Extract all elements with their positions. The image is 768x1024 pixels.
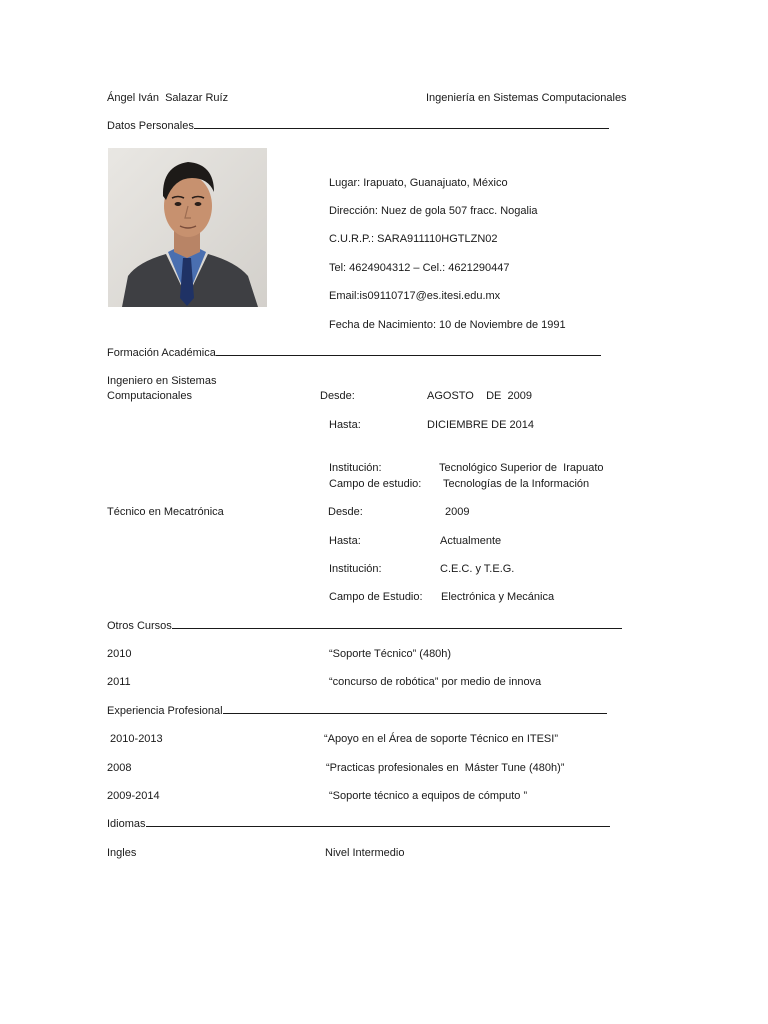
experience-year: 2009-2014 xyxy=(107,790,160,802)
course-desc: “Soporte Técnico” (480h) xyxy=(329,648,452,660)
edu-ing-inst-value: Tecnológico Superior de Irapuato xyxy=(439,462,604,474)
personal-tel: Tel: 4624904312 – Cel.: 4621290447 xyxy=(329,262,510,274)
edu-ing-hasta-label: Hasta: xyxy=(329,419,361,431)
edu-tec-inst-value: C.E.C. y T.E.G. xyxy=(440,563,515,575)
edu-tec-campo-value: Electrónica y Mecánica xyxy=(441,591,555,603)
edu-tec-title: Técnico en Mecatrónica xyxy=(107,506,224,518)
personal-lugar: Lugar: Irapuato, Guanajuato, México xyxy=(329,177,508,189)
edu-tec-desde-label: Desde: xyxy=(328,506,363,518)
edu-tec-desde-value: 2009 xyxy=(445,506,470,518)
edu-ing-desde-value: AGOSTO DE 2009 xyxy=(427,390,532,402)
experience-desc: “Practicas profesionales en Máster Tune (480h)” xyxy=(326,762,565,774)
edu-ing-campo-value: Tecnologías de la Información xyxy=(443,478,590,490)
section-courses-rule xyxy=(172,627,622,629)
career-title: Ingeniería en Sistemas Computacionales xyxy=(426,92,627,104)
edu-tec-hasta-label: Hasta: xyxy=(329,535,361,547)
section-personal xyxy=(107,120,609,133)
edu-ing-desde-label: Desde: xyxy=(320,390,355,402)
personal-curp: C.U.R.P.: SARA911110HGTLZN02 xyxy=(329,233,498,245)
edu-ing-inst-label: Institución: xyxy=(329,462,382,474)
edu-ing-title-1: Ingeniero en Sistemas xyxy=(107,375,217,387)
applicant-name: Ángel Iván Salazar Ruíz xyxy=(107,92,229,104)
personal-email: Email:is09110717@es.itesi.edu.mx xyxy=(329,290,501,302)
language-level: Nivel Intermedio xyxy=(325,847,405,859)
personal-direccion: Dirección: Nuez de gola 507 fracc. Nogalia xyxy=(329,205,538,217)
edu-ing-hasta-value: DICIEMBRE DE 2014 xyxy=(427,419,534,431)
section-education-rule xyxy=(216,354,601,356)
language-name: Ingles xyxy=(107,847,137,859)
edu-ing-campo-label: Campo de estudio: xyxy=(329,478,422,490)
edu-tec-hasta-value: Actualmente xyxy=(440,535,502,547)
experience-desc: “Soporte técnico a equipos de cómputo ” xyxy=(329,790,528,802)
section-experience xyxy=(107,705,607,718)
experience-year: 2008 xyxy=(107,762,132,774)
section-experience-title: Experiencia Profesional xyxy=(107,705,223,717)
edu-tec-campo-label: Campo de Estudio: xyxy=(329,591,423,603)
course-desc: “concurso de robótica” por medio de innova xyxy=(329,676,542,688)
section-experience-rule xyxy=(223,712,607,714)
course-year: 2010 xyxy=(107,648,132,660)
section-languages-rule xyxy=(146,825,610,827)
section-personal-rule xyxy=(194,127,609,129)
course-year: 2011 xyxy=(107,676,131,688)
section-languages xyxy=(107,818,610,831)
section-courses-title: Otros Cursos xyxy=(107,620,172,632)
experience-desc: “Apoyo en el Área de soporte Técnico en ITESI” xyxy=(324,733,558,745)
profile-photo xyxy=(108,148,267,307)
section-languages-title: Idiomas xyxy=(107,818,146,830)
section-courses xyxy=(107,620,622,633)
edu-ing-title-2: Computacionales xyxy=(107,390,192,402)
section-education xyxy=(107,347,601,360)
section-personal-title: Datos Personales xyxy=(107,120,194,132)
personal-nacimiento: Fecha de Nacimiento: 10 de Noviembre de 1991 xyxy=(329,319,566,331)
edu-tec-inst-label: Institución: xyxy=(329,563,382,575)
experience-year: 2010-2013 xyxy=(107,733,163,745)
section-education-title: Formación Académica xyxy=(107,347,216,359)
